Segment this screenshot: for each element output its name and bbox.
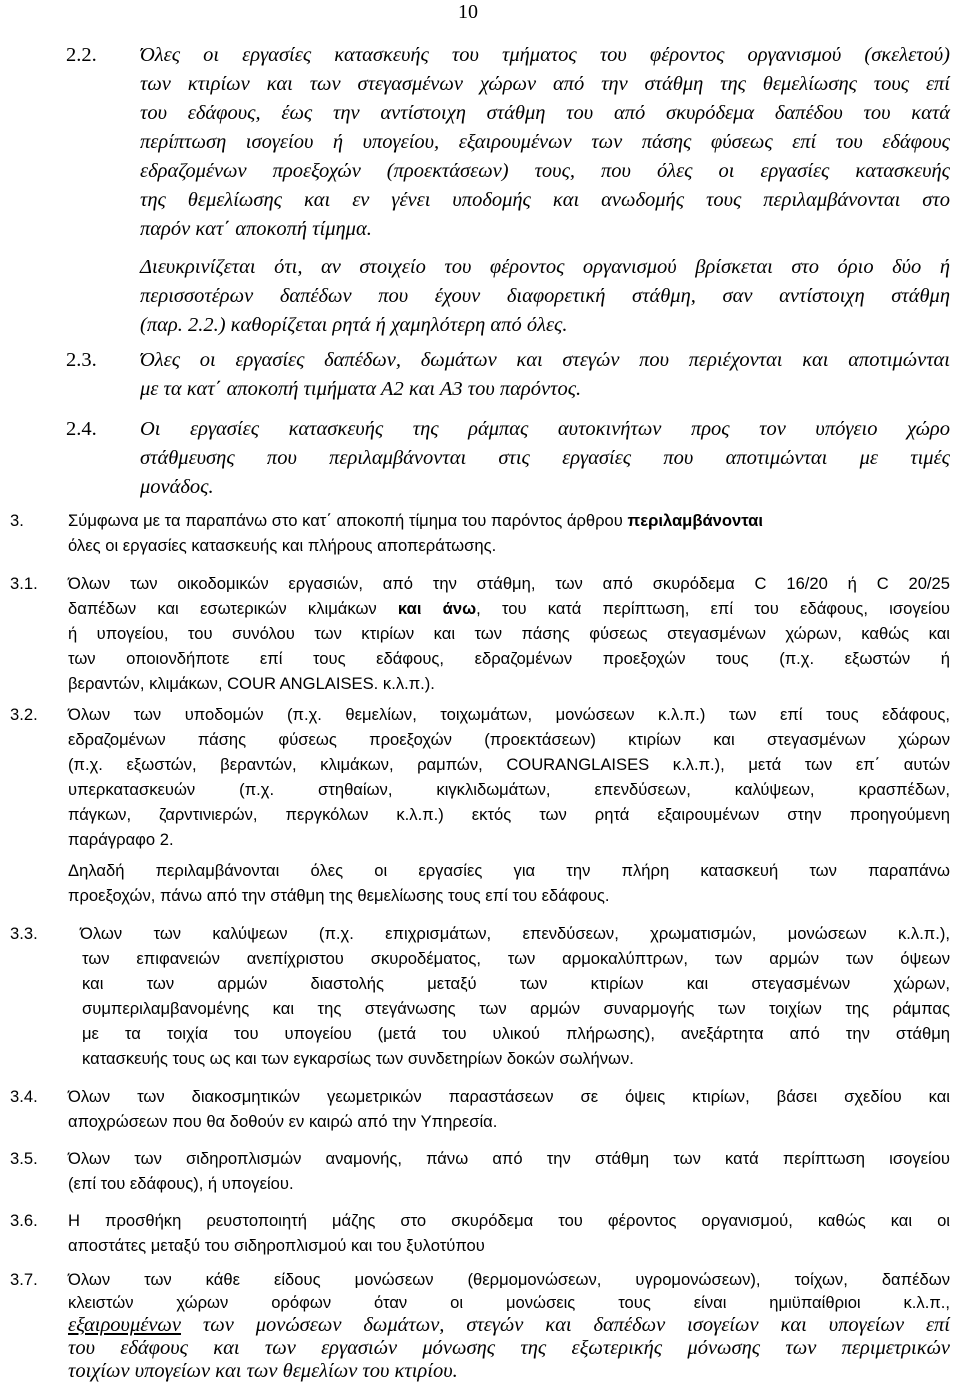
section-line: Σύμφωνα με τα παραπάνω στο κατ΄ αποκοπή τίμημα του παρόντος άρθρου περιλαμβάνονται	[68, 511, 763, 530]
section-line: βεραντών, κλιμάκων, COUR ANGLAISES. κ.λ.π.).	[68, 674, 435, 693]
section-line: εδραζομένων προεξοχών (προεκτάσεων) τους, που όλες οι εργασίες κατασκευής	[140, 160, 950, 182]
section-line: του εδάφους και των εργασιών μόνωσης της εξωτερικής μόνωσης των περιμετρικών	[68, 1337, 950, 1359]
section-line: παρόν κατ΄ αποκοπή τίμημα.	[140, 218, 372, 240]
section-line: δαπέδων και εσωτερικών κλιμάκων και άνω, του κατά περίπτωση, επί του εδάφους, ισογείου	[68, 599, 951, 618]
section-line: του εδάφους, έως την αντίστοιχη στάθμη του από σκυρόδεμα δαπέδου του κατά	[140, 102, 950, 124]
section-line: με τα τοιχία του υπογείου (μετά του υλικού πλήρωσης), ανεξάρτητα από την στάθμη	[82, 1024, 950, 1043]
section-number: 3.	[10, 511, 24, 530]
section-line: Οι εργασίες κατασκευής της ράμπας αυτοκινήτων προς τον υπόγειο χώρο	[140, 418, 950, 440]
section-line: αποχρώσεων που θα δοθούν εν καιρώ από την Υπηρεσία.	[68, 1112, 498, 1131]
clarification-line: περισσοτέρων δαπέδων που έχουν διαφορετική στάθμη, σαν αντίστοιχη στάθμη	[140, 285, 950, 307]
section-line: όλες οι εργασίες κατασκευής και πλήρους αποπεράτωσης.	[68, 536, 497, 555]
clarification-line: Δηλαδή περιλαμβάνονται όλες οι εργασίες για την πλήρη κατασκευή των παραπάνω	[68, 861, 950, 880]
section-number: 3.6.	[10, 1211, 38, 1230]
section-line: κλειστών χώρων ορόφων όταν οι μονώσεις τους είναι ημιϋπαίθριοι κ.λ.π.,	[68, 1293, 950, 1312]
section-line: περίπτωση ισογείου ή υπογείου, εξαιρουμένων των πάσης φύσεως επί του εδάφους	[140, 131, 950, 153]
section-line: Η προσθήκη ρευστοποιητή μάζης στο σκυρόδεμα του φέροντος οργανισμού, καθώς και οι	[68, 1211, 950, 1230]
section-line: Όλες οι εργασίες δαπέδων, δωμάτων και στεγών που περιέχονται και αποτιμώνται	[140, 349, 950, 371]
section-line: Όλων των κάθε είδους μονώσεων (θερμομονώσεων, υγρομονώσεων), τοίχων, δαπέδων	[68, 1270, 950, 1289]
section-line: της θεμελίωσης και εν γένει υποδομής και ανωδομής τους περιλαμβάνονται στο	[140, 189, 950, 211]
section-line: των επιφανειών ανεπίχριστου σκυροδέματος, των αρμοκαλύπτρων, των αρμών των όψεων	[82, 949, 950, 968]
section-line: (π.χ. εξωστών, βεραντών, κλιμάκων, ραμπών, COURANGLAISES κ.λ.π.), μετά των επ΄ αυτών	[68, 755, 950, 774]
section-number: 3.2.	[10, 705, 38, 724]
section-line: στάθμευσης που περιλαμβάνονται στις εργασίες που αποτιμώνται με τιμές	[140, 447, 950, 469]
section-line: υπερκατασκευών (π.χ. στηθαίων, κιγκλιδωμάτων, επενδύσεων, καλύψεων, κρασπέδων,	[68, 780, 950, 799]
underlined-term: εξαιρουμένων	[68, 1314, 181, 1336]
section-line: των κτιρίων και των στεγασμένων χώρων από την στάθμη της θεμελίωσης τους επί	[140, 73, 950, 95]
section-number: 3.3.	[10, 924, 38, 943]
section-line: κατασκευής τους ως και των εγκαρσίως των συνδετηρίων δοκών σωλήνων.	[82, 1049, 634, 1068]
bold-term: και άνω	[397, 599, 477, 618]
section-number: 3.5.	[10, 1149, 38, 1168]
section-line: εδραζομένων πάσης φύσεως προεξοχών (προεκτάσεων) κτιρίων και στεγασμένων χώρων	[68, 730, 950, 749]
section-line: Όλων των υποδομών (π.χ. θεμελίων, τοιχωμάτων, μονώσεων κ.λ.π.) των επί τους εδάφους,	[68, 705, 950, 724]
section-line: με τα κατ΄ αποκοπή τιμήματα Α2 και Α3 του παρόντος.	[140, 378, 582, 400]
section-line: Όλων των οικοδομικών εργασιών, από την στάθμη, των από σκυρόδεμα C 16/20 ή C 20/25	[68, 574, 950, 593]
clarification-line: (παρ. 2.2.) καθορίζεται ρητά ή χαμηλότερη από όλες.	[140, 314, 568, 336]
page-number: 10	[458, 1, 478, 23]
section-line: των οποιονδήποτε επί τους εδάφους, εδραζομένων προεξοχών τους (π.χ. εξωστών ή	[68, 649, 950, 668]
section-line: αποστάτες μεταξύ του σιδηροπλισμού και του ξυλοτύπου	[68, 1236, 485, 1255]
section-line: πάγκων, ζαρντινιερών, περγκόλων κ.λ.π.) εκτός των ρητά εξαιρουμένων στην προηγούμενη	[68, 805, 950, 824]
clarification-line: προεξοχών, πάνω από την στάθμη της θεμελίωσης τους επί του εδάφους.	[68, 886, 610, 905]
section-line: Όλων των σιδηροπλισμών αναμονής, πάνω από την στάθμη των κατά περίπτωση ισογείου	[68, 1149, 950, 1168]
section-number: 2.3.	[66, 349, 97, 371]
section-line: εξαιρουμένων των μονώσεων δωμάτων, στεγών και δαπέδων ισογείων και υπογείων επί	[68, 1314, 950, 1336]
section-number: 3.4.	[10, 1087, 38, 1106]
section-line: παράγραφο 2.	[68, 830, 174, 849]
bold-term: περιλαμβάνονται	[627, 511, 763, 530]
section-line: Όλων των καλύψεων (π.χ. επιχρισμάτων, επενδύσεων, χρωματισμών, μονώσεων κ.λ.π.),	[80, 924, 950, 943]
section-number: 3.1.	[10, 574, 38, 593]
clarification-line: Διευκρινίζεται ότι, αν στοιχείο του φέροντος οργανισμού βρίσκεται στο όριο δύο ή	[140, 256, 950, 278]
section-line: Όλων των διακοσμητικών γεωμετρικών παραστάσεων σε όψεις κτιρίων, βάσει σχεδίου και	[68, 1087, 950, 1106]
section-line: και των αρμών διαστολής μεταξύ των κτιρίων και στεγασμένων χώρων,	[82, 974, 950, 993]
section-line: συμπεριλαμβανομένης και της στεγάνωσης των αρμών συναρμογής των τοιχίων της ράμπας	[82, 999, 950, 1018]
section-line: μονάδος.	[140, 476, 214, 498]
section-number: 2.4.	[66, 418, 97, 440]
section-number: 2.2.	[66, 44, 97, 66]
section-number: 3.7.	[10, 1270, 38, 1289]
section-line: ή υπογείου, του συνόλου των κτιρίων και των πάσης φύσεως στεγασμένων χώρων, καθώς και	[68, 624, 950, 643]
section-line: Όλες οι εργασίες κατασκευής του τμήματος του φέροντος οργανισμού (σκελετού)	[140, 44, 950, 66]
section-line: (επί του εδάφους), ή υπογείου.	[68, 1174, 294, 1193]
section-line: τοιχίων υπογείων και των θεμελίων του κτιρίου.	[68, 1360, 458, 1382]
